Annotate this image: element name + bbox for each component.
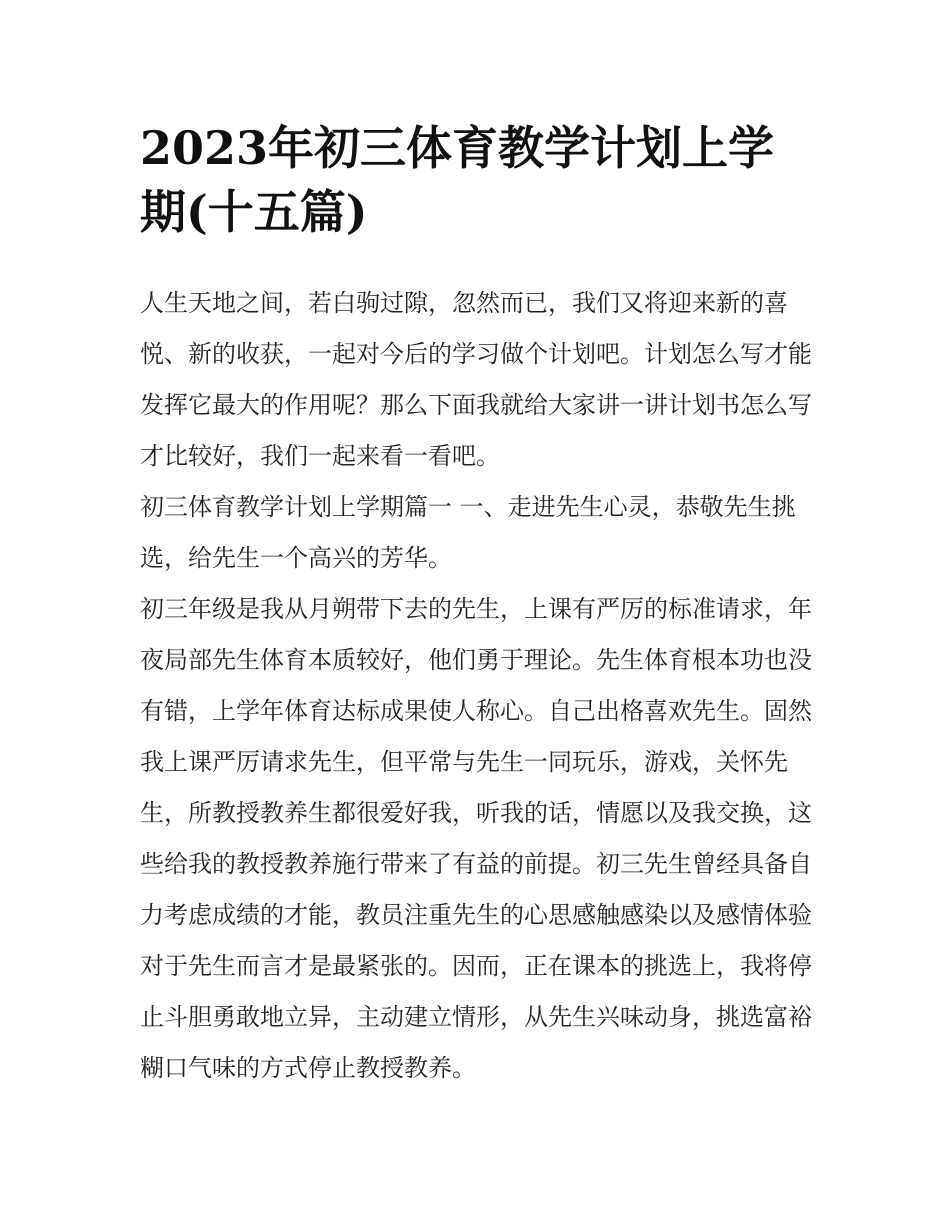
section-heading-paragraph: 初三体育教学计划上学期篇一 一、走进先生心灵，恭敬先生挑选，给先生一个高兴的芳华。: [140, 493, 796, 572]
intro-paragraph: 人生天地之间，若白驹过隙，忽然而已，我们又将迎来新的喜悦、新的收获，一起对今后的学习做个计划吧。计划怎么写才能发挥它最大的作用呢？那么下面我就给大家讲一讲计划书怎么写才比较好，我们一起来看一看吧。: [140, 289, 812, 470]
document-body: [140, 278, 816, 1094]
document-title: 2023年初三体育教学计划上学期(十五篇): [140, 121, 775, 239]
body-paragraph: 初三年级是我从月朔带下去的先生，上课有严厉的标准请求，年夜局部先生体育本质较好，他们勇于理论。先生体育根本功也没有错，上学年体育达标成果使人称心。自己出格喜欢先生。固然我上课严厉请求先生，但平常与先生一同玩乐，游戏，关怀先生，所教授教养生都很爱好我，听我的话，情愿以及我交换，这些给我的教授教养施行带来了有益的前提。初三先生曾经具备自力考虑成绩的才能，教员注重先生的心思感触感染以及感情体验对于先生而言才是最紧张的。因而，正在课本的挑选上，我将停止斗胆勇敢地立异，主动建立情形，从先生兴味动身，挑选富裕糊口气味的方式停止教授教养。: [140, 595, 812, 1082]
